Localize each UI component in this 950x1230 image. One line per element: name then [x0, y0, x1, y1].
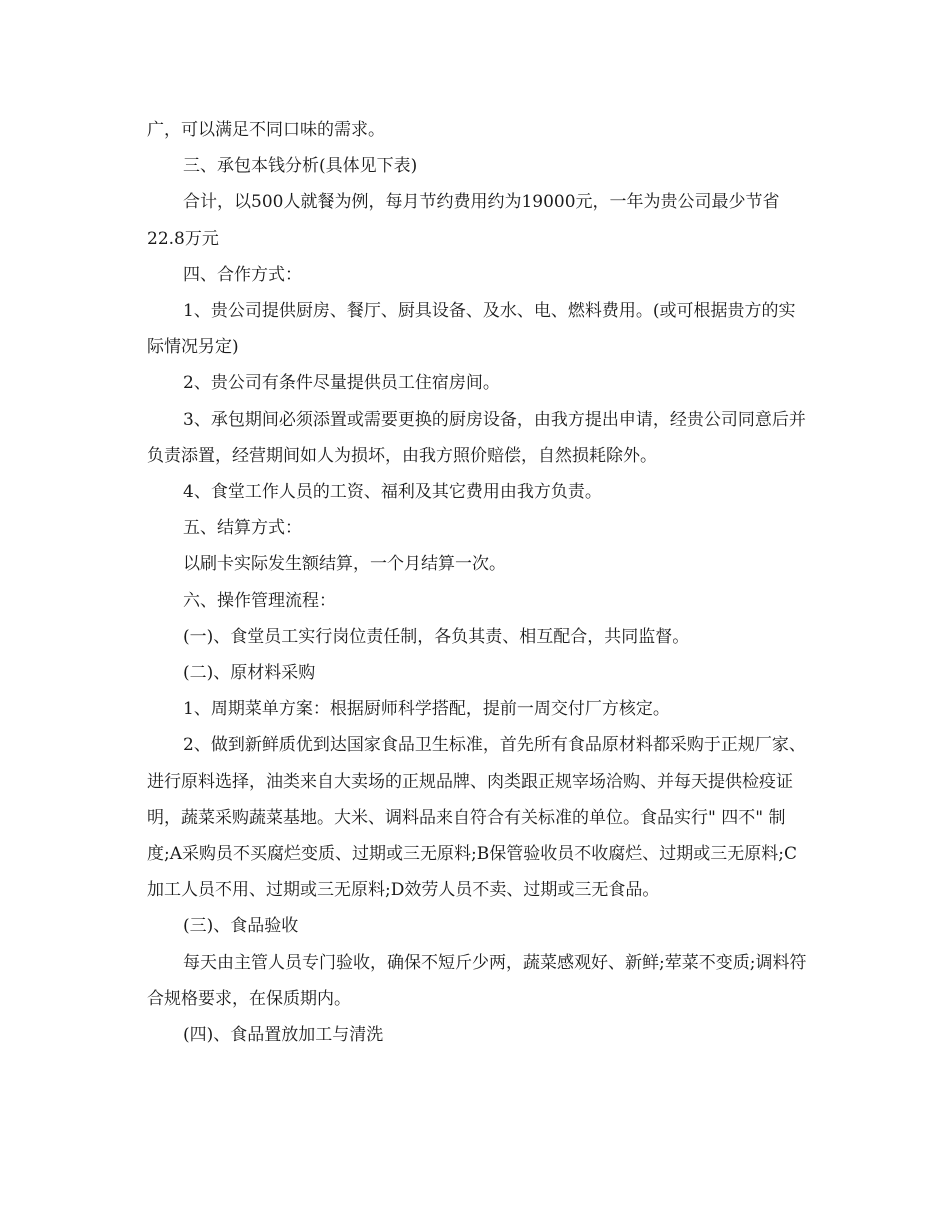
paragraph-18: (四)、食品置放加工与清洗: [183, 1025, 384, 1046]
paragraph-2: 三、承包本钱分析(具体见下表): [183, 156, 418, 177]
paragraph-11: 六、操作管理流程：: [183, 590, 336, 611]
paragraph-5: 1、贵公司提供厨房、餐厅、厨具设备、及水、电、燃料费用。(或可根据贵方的实际情况另定): [147, 301, 796, 358]
paragraph-12: (一)、食堂员工实行岗位责任制，各负其责、相互配合，共同监督。: [183, 626, 690, 647]
paragraph-17: 每天由主管人员专门验收，确保不短斤少两，蔬菜感观好、新鲜;荤菜不变质;调料符合规格要求，在保质期内。: [147, 952, 807, 1009]
paragraph-8: 4、食堂工作人员的工资、福利及其它费用由我方负责。: [183, 482, 602, 503]
paragraph-15: 2、做到新鲜质优到达国家食品卫生标准，首先所有食品原材料都采购于正规厂家、进行原料选择，油类来自大卖场的正规品牌、肉类跟正规宰场洽购、并每天提供检疫证明，蔬菜采购蔬菜基地。大米、调料品来自符合有关标准的单位。食品实行" 四不" 制度;A采购员不买腐烂变质、过期或三无原料;B保管验收员不收腐烂、过期或三无原料;C加工人员不用、过期或三无原料;D效劳人员不卖、过期或三无食品。: [147, 735, 806, 901]
paragraph-7: 3、承包期间必须添置或需要更换的厨房设备，由我方提出申请，经贵公司同意后并负责添置，经营期间如人为损坏，由我方照价赔偿，自然损耗除外。: [147, 409, 806, 466]
paragraph-14: 1、周期菜单方案：根据厨师科学搭配，提前一周交付厂方核定。: [183, 699, 670, 720]
paragraph-4: 四、合作方式：: [183, 264, 302, 285]
document-body: [147, 112, 807, 1053]
paragraph-13: (二)、原材料采购: [183, 663, 316, 684]
paragraph-9: 五、结算方式：: [183, 518, 302, 539]
paragraph-16: (三)、食品验收: [183, 916, 299, 937]
paragraph-6: 2、贵公司有条件尽量提供员工住宿房间。: [183, 373, 500, 394]
paragraph-3: 合计，以500人就餐为例，每月节约费用约为19000元，一年为贵公司最少节省22.8万元: [147, 192, 780, 249]
paragraph-10: 以刷卡实际发生额结算，一个月结算一次。: [183, 554, 506, 575]
paragraph-1: 广，可以满足不同口味的需求。: [147, 120, 385, 140]
